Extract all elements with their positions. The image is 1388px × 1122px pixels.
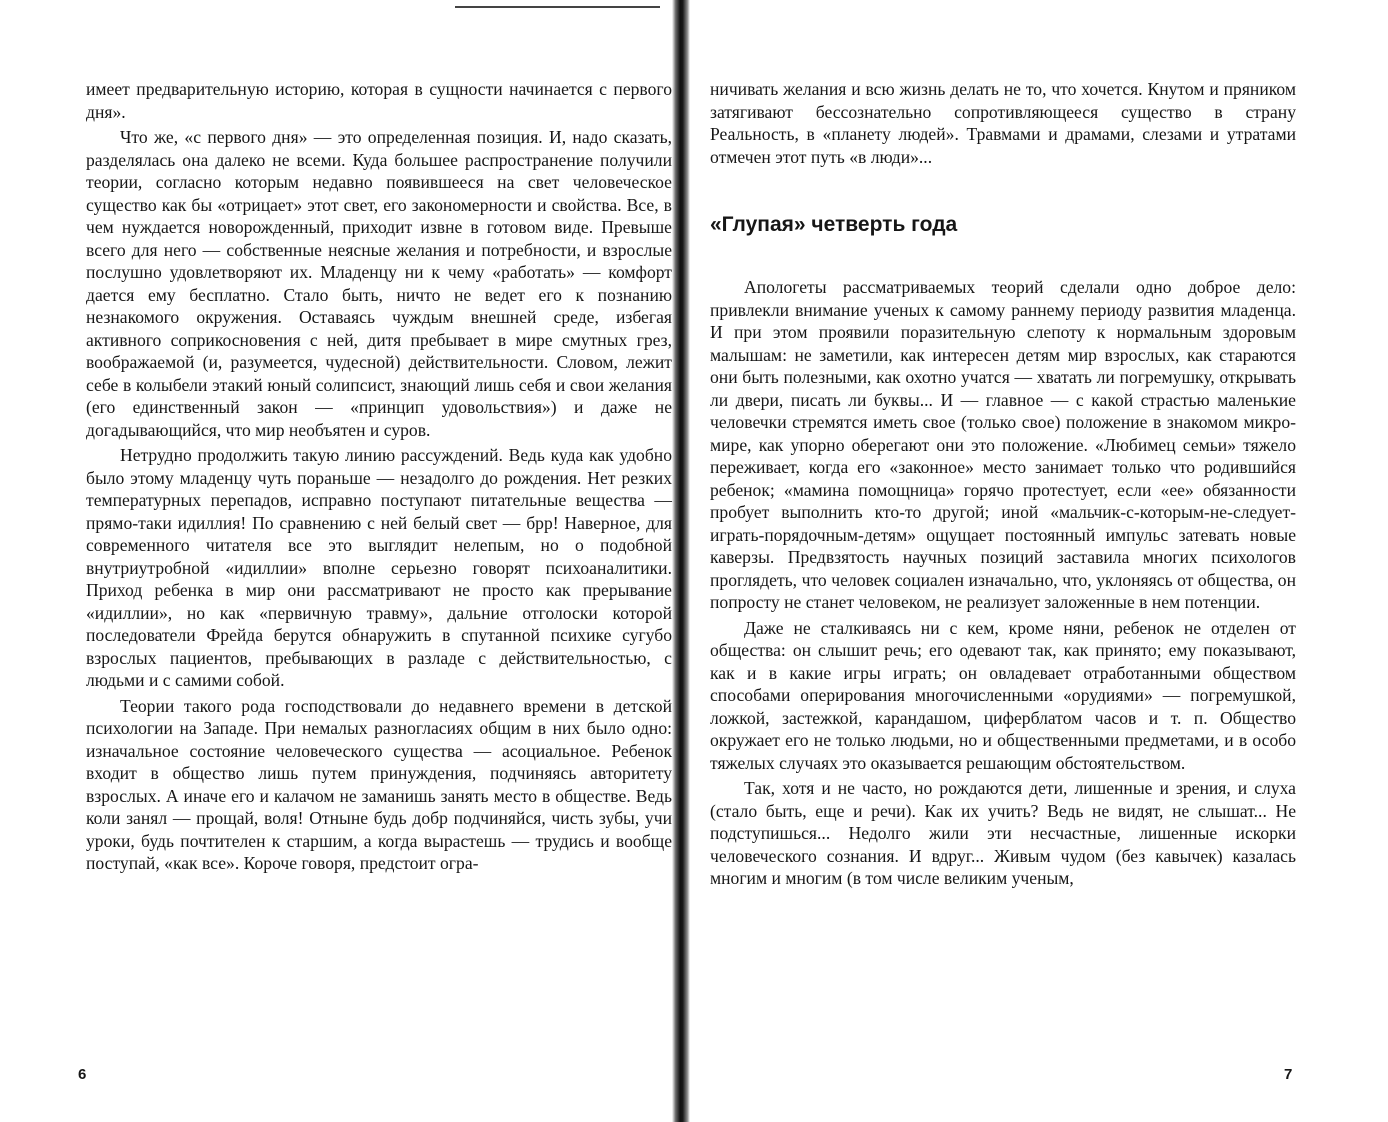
right-paragraph-3: Так, хотя и не часто, но рождаются дети, лишенные и зрения, и слуха (стало быть, еще и речи). Как их учить? Ведь не видят, не слышат... Не подступишься... Недолго жили эти несчастные, лишенные искорки человеческого сознания. И вдруг... Живым чудом (без кавычек) казалась многим и многим (в том числе великим ученым,: [710, 778, 1296, 888]
left-paragraph-1: имеет предварительную историю, которая в сущности начинается с первого дня».: [86, 79, 672, 122]
right-paragraph-2: Даже не сталкиваясь ни с кем, кроме няни, ребенок не отделен от общества: он слышит речь; его одевают так, как принято; ему показывают, как и в какие игры играть; он овладевает отработанными обществом способами оперирования многочисленными «орудиями» — погремушкой, ложкой, застежкой, карандашом, циферблатом часов и т. п. Общество окружает его не только людьми, но и общественными предметами, и в особо тяжелых случаях это оказывается решающим обстоятельством.: [710, 617, 1296, 773]
left-paragraph-4: Теории такого рода господствовали до недавнего времени в детской психологии на Западе. При немалых разногласиях общим в них было одно: изначальное состояние человеческого существа — асоциальное. Ребенок входит в общество лишь путем принуждения, подчиняясь авторитету взрослых. А иначе его и калачом не заманишь занять место в обществе. Ведь коли занял — прощай, воля! Отныне будь добр подчиняйся, чисть зубы, учи уроки, будь почтителен к старшим, а когда вырастешь — трудись и вообще поступай, «как все». Короче говоря, предстоит огра-: [86, 695, 672, 873]
right-paragraph-1: Апологеты рассматриваемых теорий сделали одно доброе дело: привлекли внимание ученых к самому раннему периоду развития младенца. И при этом проявили поразительную слепоту к нормальным здоровым малышам: не заметили, как интересен детям мир взрослых, как стараются они быть полезными, как охотно учатся — хватать ли погремушку, открывать ли двери, писать ли буквы... И — главное — с какой страстью маленькие человечки стремятся иметь свое (только свое) положение в знакомом микромире, как упорно оберегают они это положение. «Любимец семьи» тяжело переживает, когда его «законное» место занимает только что родившийся ребенок; «мамина помощница» горячо протестует, если «ее» обязанности пробует выполнить кто-то другой; иной «мальчик-с-которым-не-следует-играть-порядочным-детям» ощущает постоянный импульс затевать новые каверзы. Предвзятость научных позиций заставила многих психологов проглядеть, что человек социален изначально, что, уклоняясь от общества, он попросту не станет человеком, не реализует заложенные в нем потенции.: [710, 277, 1296, 612]
right-page-number: 7: [1284, 1066, 1293, 1083]
left-page-number: 6: [78, 1066, 87, 1083]
left-page-text: [86, 78, 672, 875]
right-continuation-paragraph: ничивать желания и всю жизнь делать не то, что хочется. Кнутом и пряником затягивают бессознательно сопротивляющееся существо в страну Реальность, в «планету людей». Травмами и драмами, слезами и утратами отмечен этот путь «в люди»...: [710, 79, 1296, 167]
left-paragraph-2: Что же, «с первого дня» — это определенная позиция. И, надо сказать, разделялась она далеко не всеми. Куда большее распространение получили теории, согласно которым недавно появившееся на свет человеческое существо как бы «отрицает» этот свет, его закономерности и свойства. Все, в чем нуждается новорожденный, приходит извне в готовом виде. Превыше всего для него — собственные неясные желания и потребности, и взрослые послушно удовлетворяют их. Младенцу ни к чему «работать» — комфорт дается ему бесплатно. Стало быть, ничто не ведет его к познанию незнакомого окружения. Оставаясь чуждым внешней среде, избегая активного соприкосновения с ней, дитя пребывает в мире смутных грез, воображаемой (и, разумеется, чудесной) действительности. Словом, лежит себе в колыбели этакий юный солипсист, знающий лишь себя и свои желания (его единственный закон — «принцип удовольствия») и даже не догадывающийся, что мир необъятен и суров.: [86, 127, 672, 440]
right-page-text: [710, 78, 1296, 890]
left-paragraph-3: Нетрудно продолжить такую линию рассуждений. Ведь куда как удобно было этому младенцу чуть пораньше — незадолго до рождения. Нет резких температурных перепадов, исправно поступают питательные вещества — прямо-таки идиллия! По сравнению с ней белый свет — брр! Наверное, для современного читателя все это выглядит нелепым, но о подобной внутриутробной «идиллии» вполне серьезно говорят психоаналитики. Приход ребенка в мир они рассматривают не просто как прерывание «идиллии», но как «первичную травму», дальние отголоски которой последователи Фрейда берутся обнаружить в спутанной психике сугубо взрослых пациентов, пребывающих в разладе с действительностью, с людьми и с самими собой.: [86, 445, 672, 690]
top-edge-rule: [455, 6, 660, 8]
book-spine-shadow: [672, 0, 690, 1122]
section-heading: «Глупая» четверть года: [710, 213, 958, 236]
